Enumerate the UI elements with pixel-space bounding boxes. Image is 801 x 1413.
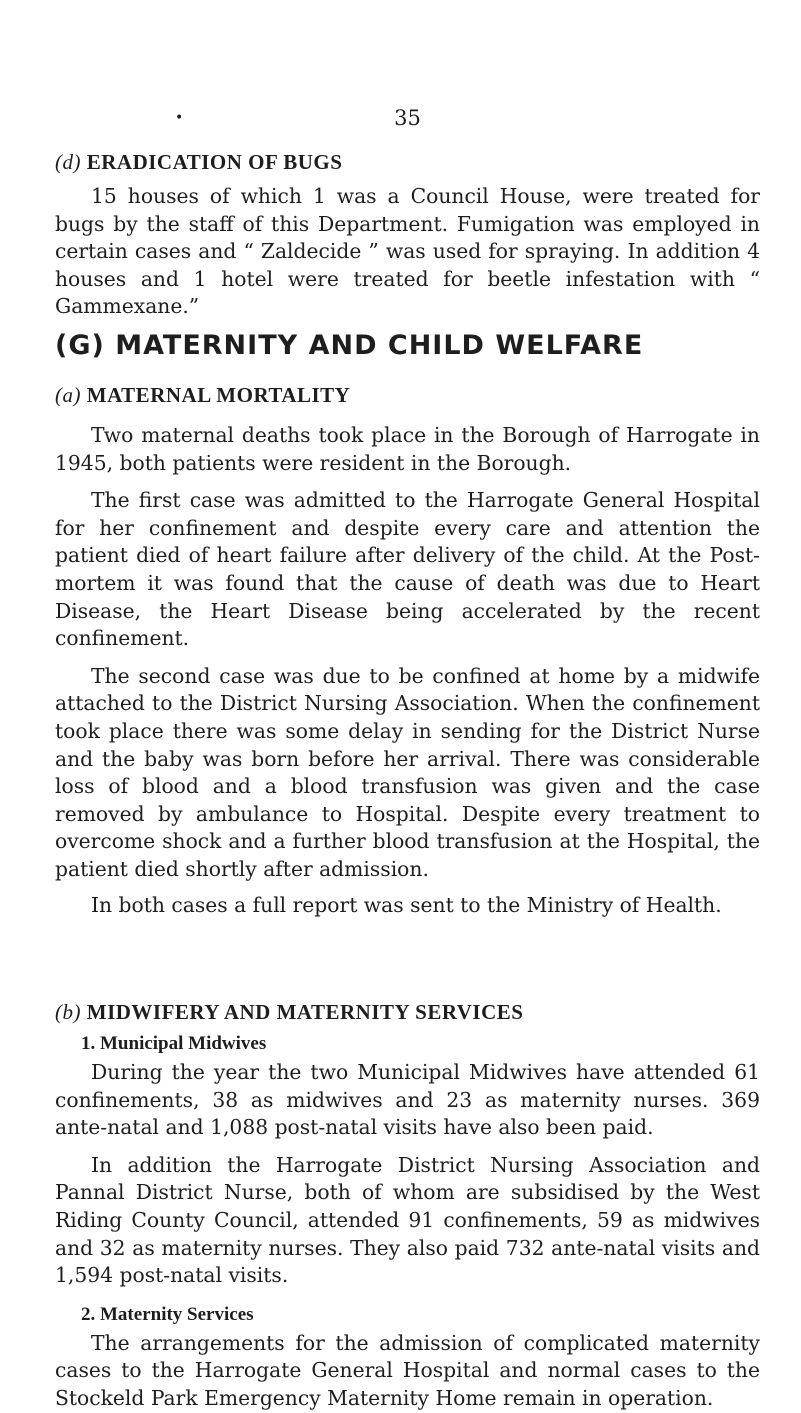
section-b-heading [55, 1000, 760, 1025]
subsection-municipal-midwives-title: 1. Municipal Midwives [81, 1033, 267, 1054]
section-a-letter: (a) [55, 383, 81, 407]
section-d-letter: (d) [55, 150, 81, 174]
paragraph: The first case was admitted to the Harrogate General Hospital for her confinement and despite every care and attention the patient died of heart failure after delivery of the child. At the Post-mortem it was found that the cause of death was due to Heart Disease, the Heart Disease being accelerated by the recent confinement. [55, 488, 760, 651]
section-a-heading [55, 383, 760, 408]
section-maternity-child-welfare [55, 330, 760, 361]
section-d-heading [55, 150, 760, 175]
section-a-title: MATERNAL MORTALITY [86, 383, 351, 407]
section-maternal-mortality [55, 383, 760, 919]
paragraph: 15 houses of which 1 was a Council House, were treated for bugs by the staff of this Department. Fumigation was employed in certain cases and “ Zaldecide ” was used for spraying. In addition 4 houses and 1 hotel were treated for beetle infestation with “ Gammexane.” [55, 184, 760, 319]
paragraph: In both cases a full report was sent to the Ministry of Health. [91, 892, 722, 917]
section-b-title: MIDWIFERY AND MATERNITY SERVICES [86, 1000, 524, 1024]
paragraph: During the year the two Municipal Midwives have attended 61 confinements, 38 as midwives and 23 as maternity nurses. 369 ante-natal and 1,088 post-natal visits have also been paid. [55, 1060, 760, 1140]
page-number: 35 [394, 106, 421, 130]
section-d-title: ERADICATION OF BUGS [86, 150, 343, 174]
section-eradication-of-bugs [55, 150, 760, 321]
section-b-letter: (b) [55, 1000, 81, 1024]
section-g-title: (G) MATERNITY AND CHILD WELFARE [55, 330, 644, 361]
paragraph: In addition the Harrogate District Nursing Association and Pannal District Nurse, both of whom are subsidised by the West Riding County Council, attended 91 confinements, 59 as midwives and 32 as maternity nurses. They also paid 732 ante-natal visits and 1,594 post-natal visits. [55, 1152, 760, 1288]
subsection-maternity-services-title: 2. Maternity Services [81, 1303, 254, 1325]
paragraph: The second case was due to be confined at home by a midwife attached to the District Nursing Association. When the confinement took place there was some delay in sending for the District Nurse and the baby was born before her arrival. There was considerable loss of blood and a blood transfusion was given and the case removed by ambulance to Hospital. Despite every treatment to overcome shock and a further blood transfusion at the Hospital, the patient died shortly after admission. [55, 663, 760, 881]
stray-mark: • [175, 110, 184, 126]
paragraph: The arrangements for the admission of complicated maternity cases to the Harrogate General Hospital and normal cases to the Stockeld Park Emergency Maternity Home remain in operation. [55, 1330, 760, 1410]
section-midwifery-maternity [55, 1000, 760, 1413]
paragraph: Two maternal deaths took place in the Borough of Harrogate in 1945, both patients were resident in the Borough. [55, 423, 760, 475]
